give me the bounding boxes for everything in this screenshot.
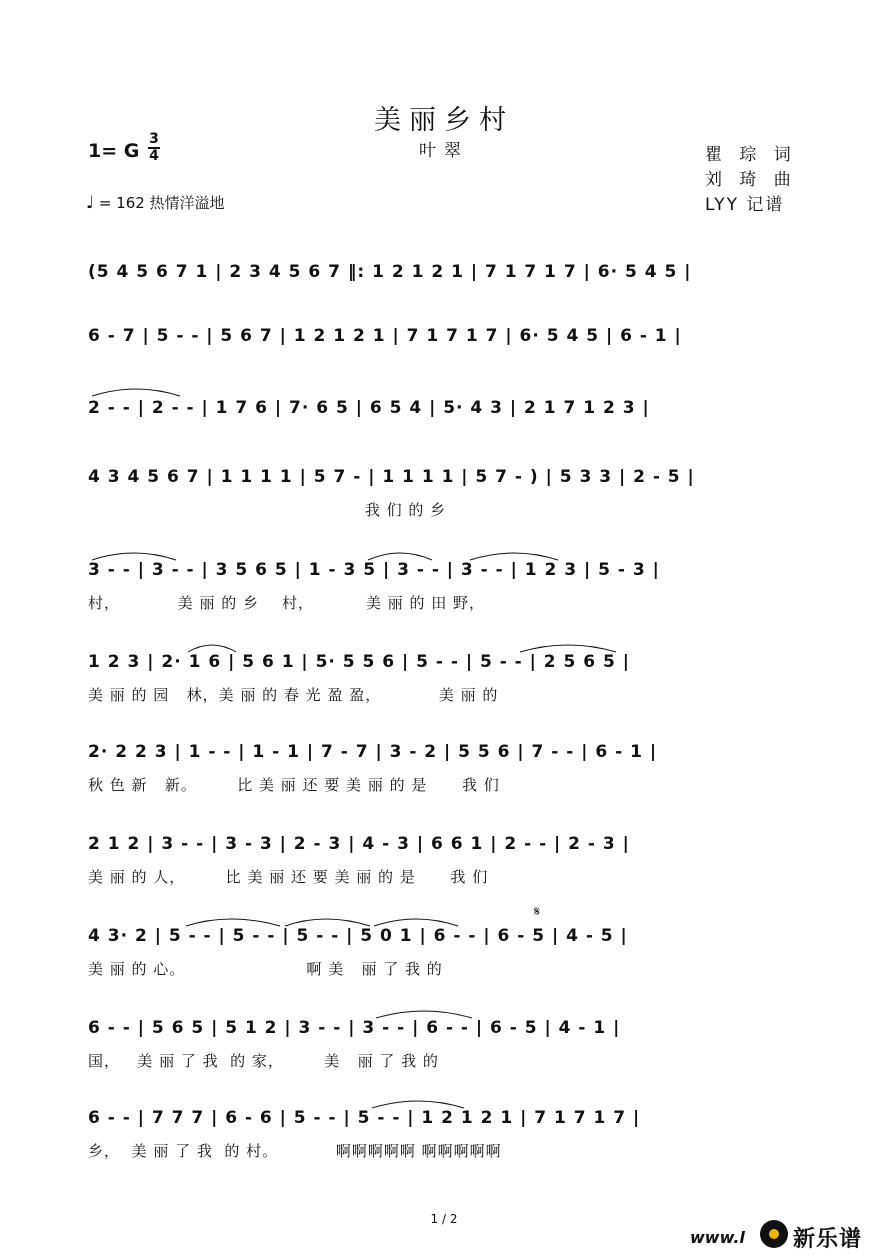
lyric-line: 国， 美 丽 了 我 的 家， 美 丽 了 我 的 — [88, 1052, 439, 1070]
lyric-line: 美 丽 的 心。 啊 美 丽 了 我 的 — [88, 960, 443, 978]
transcriber: LYY 记谱 — [705, 195, 785, 215]
lyric-line: 美 丽 的 人， 比 美 丽 还 要 美 丽 的 是 我 们 — [88, 868, 489, 886]
record-logo-icon — [760, 1220, 788, 1248]
lyric-line: 秋 色 新 新。 比 美 丽 还 要 美 丽 的 是 我 们 — [88, 776, 500, 794]
composer: 刘 琦 曲 — [705, 170, 797, 190]
watermark-url: www.l — [690, 1228, 745, 1247]
tempo-text: = 162 热情洋溢地 — [98, 194, 225, 212]
lyric-line: 乡， 美 丽 了 我 的 村。 啊啊啊啊啊 啊啊啊啊啊 — [88, 1142, 502, 1160]
score-row: 4 3 4 5 6 7 | 1 1 1 1 | 5 7 - | 1 1 1 1 | 5 7 - ) | 5 3 3 | 2 - 5 | — [88, 467, 695, 487]
time-signature-bottom: 4 — [149, 148, 159, 164]
score-row: 1 2 3 | 2· 1 6 | 5 6 1 | 5· 5 5 6 | 5 - - | 5 - - | 2 5 6 5 | — [88, 652, 630, 672]
watermark — [690, 1218, 880, 1252]
singer: 叶翠 — [419, 141, 469, 161]
score-row: 6 - 7 | 5 - - | 5 6 7 | 1 2 1 2 1 | 7 1 7 1 7 | 6· 5 4 5 | 6 - 1 | — [88, 326, 682, 346]
score-row: 6 - - | 5 6 5 | 5 1 2 | 3 - - | 3 - - | 6 - - | 6 - 5 | 4 - 1 | — [88, 1018, 621, 1038]
lyricist: 瞿 琮 词 — [705, 145, 797, 165]
score-row: 2 1 2 | 3 - - | 3 - 3 | 2 - 3 | 4 - 3 | 6 6 1 | 2 - - | 2 - 3 | — [88, 834, 630, 854]
lyric-line: 村， 美 丽 的 乡 村， 美 丽 的 田 野， — [88, 594, 486, 612]
score-row: 3 - - | 3 - - | 3 5 6 5 | 1 - 3 5 | 3 - - | 3 - - | 1 2 3 | 5 - 3 | — [88, 560, 660, 580]
time-signature-top: 3 — [149, 131, 159, 147]
score-row: (5 4 5 6 7 1 | 2 3 4 5 6 7 ‖: 1 2 1 2 1 | 7 1 7 1 7 | 6· 5 4 5 | — [88, 262, 692, 282]
song-title: 美丽乡村 — [374, 105, 514, 136]
watermark-brand: 新乐谱 — [793, 1227, 863, 1252]
score-row: 4 3· 2 | 5 - - | 5 - - | 5 - - | 5 0 1 | 6 - - | 6 - 5 | 4 - 5 | — [88, 926, 628, 946]
score-row: 6 - - | 7 7 7 | 6 - 6 | 5 - - | 5 - - | 1 2 1 2 1 | 7 1 7 1 7 | — [88, 1108, 641, 1128]
score-row: 2· 2 2 3 | 1 - - | 1 - 1 | 7 - 7 | 3 - 2 | 5 5 6 | 7 - - | 6 - 1 | — [88, 742, 658, 762]
quarter-note-icon: ♩ — [86, 193, 95, 213]
segno-icon: 𝄋 — [534, 904, 541, 920]
lyric-line: 美 丽 的 园 林，美 丽 的 春 光 盈 盈， 美 丽 的 — [88, 686, 499, 704]
time-signature — [148, 133, 160, 163]
tempo-marking — [86, 192, 225, 213]
key-signature: 1= G — [88, 140, 140, 162]
page-number: 1 / 2 — [430, 1212, 458, 1226]
lyric-line: 我 们 的 乡 — [88, 501, 447, 519]
score-row: 2 - - | 2 - - | 1 7 6 | 7· 6 5 | 6 5 4 | 5· 4 3 | 2 1 7 1 2 3 | — [88, 398, 650, 418]
